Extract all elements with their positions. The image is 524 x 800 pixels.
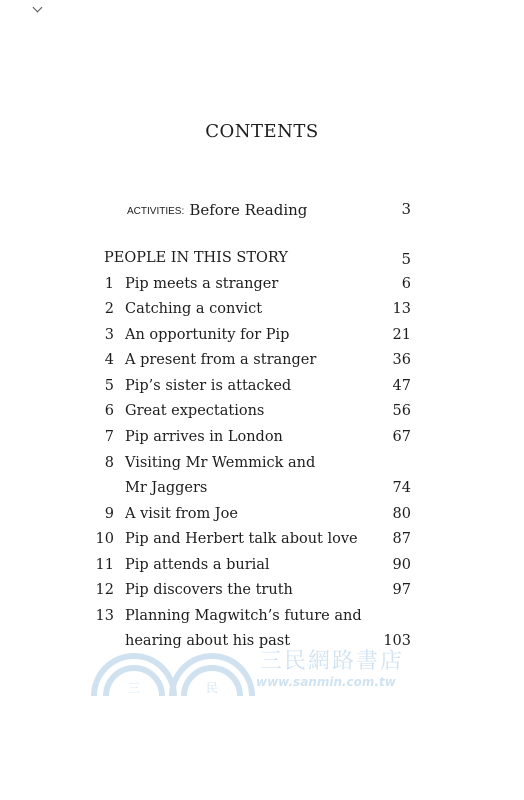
watermark-chinese-text: 三民網路書店 [260, 649, 405, 674]
chapter-page: 6 [401, 276, 411, 292]
chapter-number: 10 [95, 531, 114, 547]
logo-char-san: 三 [128, 681, 141, 695]
chapter-page: 74 [392, 480, 411, 496]
chapter-number: 9 [104, 506, 114, 522]
chapter-row [90, 352, 411, 376]
chapter-title: Visiting Mr Wemmick and [125, 455, 316, 471]
chapter-row [90, 557, 411, 581]
chapter-title: hearing about his past [125, 633, 291, 649]
chapter-page: 56 [392, 403, 411, 419]
chapter-row [90, 608, 411, 632]
chapter-row [90, 327, 411, 351]
activities-prefix: ACTIVITIES: [127, 206, 185, 217]
chapter-title: Mr Jaggers [125, 480, 208, 496]
people-page-number: 5 [401, 250, 411, 268]
corner-tick-mark [33, 3, 43, 13]
contents-title: CONTENTS [205, 121, 319, 142]
chapter-number: 3 [104, 327, 114, 343]
chapter-title: Planning Magwitch’s future and [125, 608, 362, 624]
chapter-title: An opportunity for Pip [125, 327, 290, 343]
chapter-title: Great expectations [125, 403, 265, 419]
chapter-number: 13 [95, 608, 114, 624]
chapter-page: 36 [392, 352, 411, 368]
chapter-row [90, 429, 411, 453]
chapter-title: Catching a convict [125, 301, 263, 317]
activities-page-number: 3 [401, 200, 411, 218]
chapter-number: 4 [104, 352, 114, 368]
watermark-url-text: www.sanmin.com.tw [256, 675, 396, 689]
chapter-number: 7 [104, 429, 114, 445]
chapter-title: Pip and Herbert talk about love [125, 531, 358, 547]
chapter-number: 11 [95, 557, 114, 573]
chapter-row [90, 301, 411, 325]
chapter-number: 12 [95, 582, 114, 598]
chapter-number: 5 [104, 378, 114, 394]
chapter-row [90, 378, 411, 402]
activities-label: Before Reading [189, 201, 308, 219]
chapter-title: Pip’s sister is attacked [125, 378, 292, 394]
chapter-page: 67 [392, 429, 411, 445]
chapter-page: 103 [383, 633, 411, 649]
chapter-title: A visit from Joe [125, 506, 238, 522]
chapter-row [90, 531, 411, 555]
chapter-row [90, 480, 411, 504]
chapter-number: 8 [104, 455, 114, 471]
chapter-page: 87 [392, 531, 411, 547]
rainbow-logo-icon [88, 640, 258, 700]
chapter-page: 97 [392, 582, 411, 598]
logo-char-min: 民 [206, 681, 219, 695]
people-entry [104, 250, 411, 266]
chapter-row [90, 582, 411, 606]
chapter-row [90, 455, 411, 479]
chapter-page: 21 [392, 327, 411, 343]
chapter-title: Pip arrives in London [125, 429, 283, 445]
chapter-title: A present from a stranger [125, 352, 317, 368]
chapter-row [90, 276, 411, 300]
sanmin-watermark [88, 640, 448, 700]
chapter-number: 2 [104, 301, 114, 317]
chapter-title: Pip discovers the truth [125, 582, 293, 598]
chapter-number: 1 [104, 276, 114, 292]
chapter-page: 13 [392, 301, 411, 317]
chapter-title: Pip meets a stranger [125, 276, 279, 292]
people-label: PEOPLE IN THIS STORY [104, 250, 288, 266]
chapter-row [90, 506, 411, 530]
chapter-page: 90 [392, 557, 411, 573]
chapter-number: 6 [104, 403, 114, 419]
activities-entry [127, 200, 411, 220]
chapter-row [90, 403, 411, 427]
chapter-title: Pip attends a burial [125, 557, 270, 573]
chapter-page: 47 [392, 378, 411, 394]
chapter-page: 80 [392, 506, 411, 522]
